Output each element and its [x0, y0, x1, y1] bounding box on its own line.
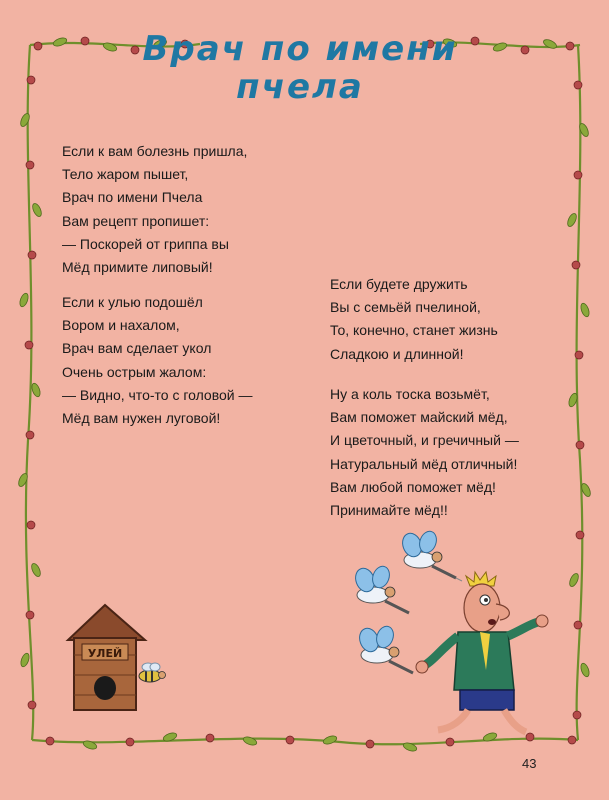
poem-line: Вам поможет майский мёд,: [330, 409, 508, 426]
poem-line: Если к вам болезнь пришла,: [62, 143, 248, 159]
bee-doctor-icon: [399, 529, 462, 581]
poem-line: Врач по имени Пчела: [62, 189, 203, 206]
poem-line: Вам рецепт пропишет:: [62, 212, 210, 229]
poem-line: Тело жаром пышет,: [62, 166, 189, 183]
bee-doctor-icon: [356, 624, 413, 673]
hive-sign-text: УЛЕЙ: [87, 647, 123, 660]
poem-stanza-left-1: [62, 140, 247, 279]
poem-line: Если к улью подошёл: [62, 294, 203, 310]
page-title: [120, 30, 480, 106]
poem-line: Мёд вам нужен луговой!: [62, 410, 221, 427]
poem-line: — Поскорей от гриппа вы: [62, 235, 229, 252]
poem-line: Врач вам сделает укол: [62, 340, 212, 357]
poem-line: Очень острым жалом:: [62, 363, 207, 380]
page-number: 43: [522, 756, 537, 771]
poem-line: Вором и нахалом,: [62, 317, 180, 334]
title-line-2: пчела: [236, 67, 364, 107]
poem-line: Принимайте мёд!!: [330, 502, 448, 519]
poem-line: И цветочный, и гречичный —: [330, 432, 519, 449]
running-man-icon: [416, 572, 548, 732]
poem-stanza-right-2: [330, 383, 519, 522]
poem-line: Если будете дружить: [330, 276, 468, 292]
poem-line: — Видно, что-то с головой —: [62, 386, 253, 403]
bee-icon: [139, 663, 166, 682]
poem-line: Ну а коль тоска возьмёт,: [330, 386, 490, 402]
beehive-illustration: [60, 600, 180, 720]
bee-doctor-icon: [352, 564, 409, 613]
poem-line: Сладкою и длинной!: [330, 345, 464, 362]
poem-line: Мёд примите липовый!: [62, 259, 213, 276]
poem-line: То, конечно, станет жизнь: [330, 322, 498, 339]
poem-line: Натуральный мёд отличный!: [330, 455, 518, 472]
title-line-1: Врач по имени: [142, 29, 458, 69]
poem-line: Вам любой поможет мёд!: [330, 478, 496, 495]
bees-and-man-illustration: [345, 525, 555, 740]
poem-stanza-right-1: [330, 273, 498, 366]
poem-stanza-left-2: [62, 291, 253, 430]
poem-line: Вы с семьёй пчелиной,: [330, 299, 481, 316]
